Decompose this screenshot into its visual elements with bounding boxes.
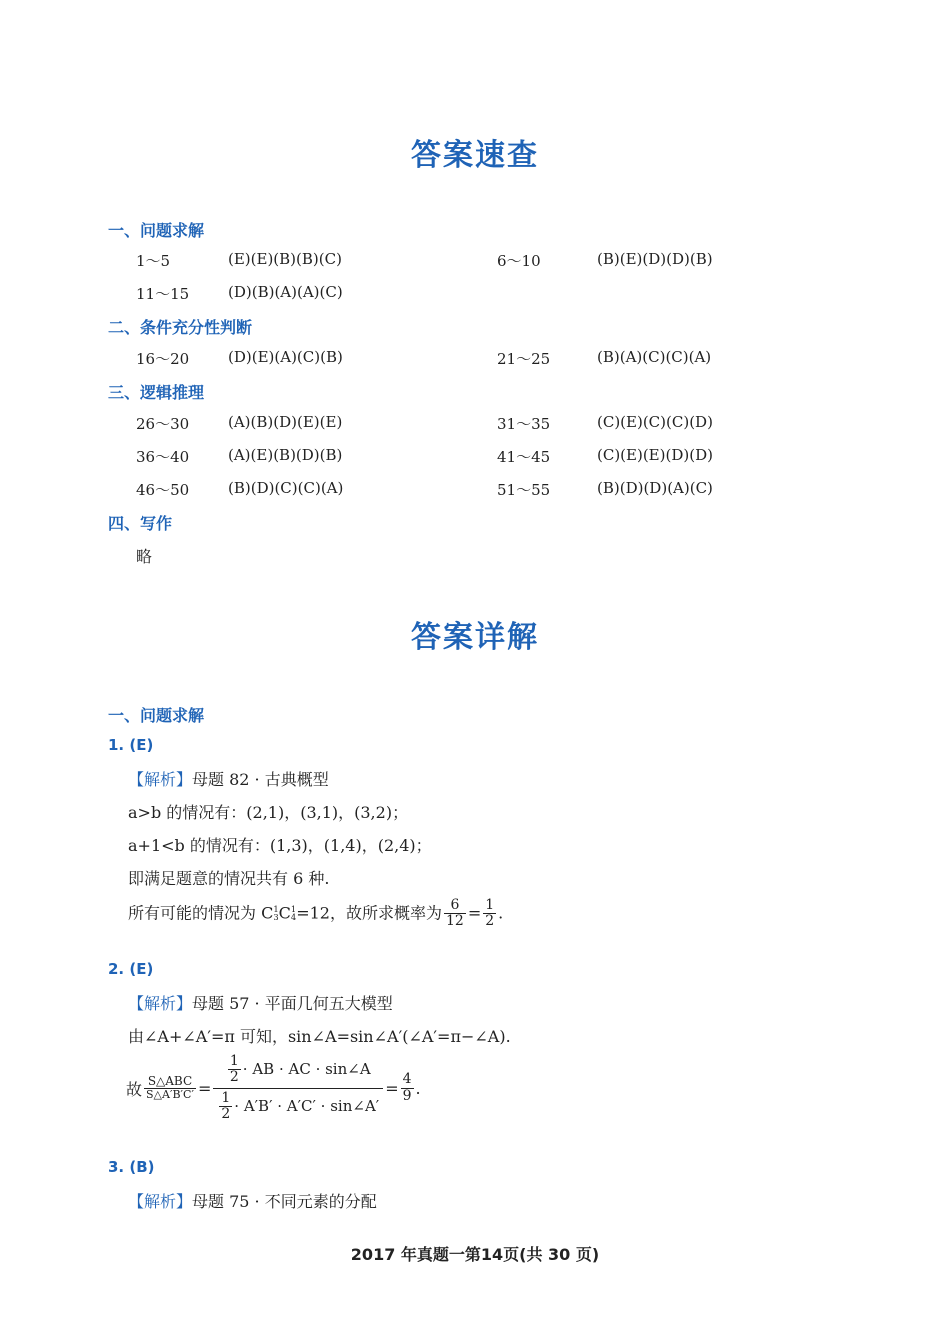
analysis-tag: 【解析】 (128, 1192, 193, 1211)
question-number: 2. (E) (108, 960, 154, 978)
range-label: 11～15 (136, 285, 190, 303)
answer-row: (C)(E)(C)(C)(D) (597, 413, 713, 431)
subscript: 3 (273, 911, 279, 922)
solution-line: a+1<b 的情况有：(1,3)，(1,4)，(2,4)； (128, 836, 432, 855)
superscript: 1 (273, 904, 279, 915)
analysis-tag: 【解析】 (128, 770, 193, 789)
numerator: 1 (229, 1053, 239, 1069)
numerator: S△ABC (144, 1075, 196, 1089)
denominator: S△A′B′C′ (146, 1088, 194, 1102)
equals: = (385, 1078, 399, 1098)
period: . (498, 903, 504, 923)
text: · A′B′ · A′C′ · sin∠A′ (234, 1096, 380, 1115)
range-label: 6～10 (497, 252, 541, 270)
section-heading-writing: 四、写作 (108, 514, 173, 533)
section-heading-logic: 三、逻辑推理 (108, 383, 205, 402)
big-denominator (213, 1089, 383, 1123)
answer-row: (A)(E)(B)(D)(B) (228, 446, 343, 464)
range-label: 36～40 (136, 448, 190, 466)
big-fraction (213, 1054, 383, 1123)
equals: = (197, 1078, 212, 1098)
numerator: 4 (402, 1071, 412, 1088)
answer-row: (B)(D)(D)(A)(C) (597, 479, 713, 497)
period: . (415, 1078, 421, 1098)
analysis-line (128, 767, 329, 790)
quick-answer-title: 答案速查 (411, 138, 539, 173)
question-number: 1. (E) (108, 736, 154, 754)
text: 所有可能的情况为 C (128, 903, 274, 923)
solution-line: a>b 的情况有：(2,1)，(3,1)，(3,2)； (128, 803, 409, 822)
numerator: 1 (485, 897, 495, 913)
area-fraction (144, 1075, 196, 1101)
text: =12，故所求概率为 (296, 903, 442, 923)
solution-line: 即满足题意的情况共有 6 种. (128, 869, 330, 888)
analysis-source: 母题 82 · 古典概型 (192, 770, 329, 789)
page-footer: 2017 年真题一第14页(共 30 页) (350, 1245, 600, 1264)
answer-row: (D)(B)(A)(A)(C) (228, 283, 343, 301)
range-label: 31～35 (497, 415, 551, 433)
fraction (219, 1091, 232, 1123)
analysis-source: 母题 75 · 不同元素的分配 (192, 1192, 377, 1211)
analysis-tag: 【解析】 (128, 994, 193, 1013)
answer-row: (B)(D)(C)(C)(A) (228, 479, 344, 497)
solution-line-probability (128, 898, 503, 930)
solution-line: 由∠A+∠A′=π 可知，sin∠A=sin∠A′(∠A′=π−∠A). (128, 1027, 511, 1046)
writing-answer: 略 (136, 547, 153, 566)
numerator: 1 (221, 1089, 231, 1106)
numerator: 6 (444, 898, 466, 914)
section-heading-problem-solving: 一、问题求解 (108, 221, 205, 240)
range-label: 51～55 (497, 481, 551, 499)
answer-row: (A)(B)(D)(E)(E) (228, 413, 343, 431)
range-label: 21～25 (497, 350, 551, 368)
denominator: 2 (485, 913, 495, 930)
range-label: 46～50 (136, 481, 190, 499)
area-ratio-formula (126, 1054, 421, 1134)
answer-row: (D)(E)(A)(C)(B) (228, 348, 343, 366)
text: C (278, 903, 291, 923)
denominator: 9 (402, 1087, 412, 1104)
analysis-source: 母题 57 · 平面几何五大模型 (192, 994, 393, 1013)
text: · AB · AC · sin∠A (242, 1059, 371, 1078)
superscript: 1 (290, 904, 297, 915)
denominator: 2 (221, 1106, 231, 1123)
equals: = (467, 903, 482, 923)
answer-row: (B)(A)(C)(C)(A) (597, 348, 712, 366)
range-label: 16～20 (136, 350, 190, 368)
fraction (444, 898, 466, 930)
answer-row: (C)(E)(E)(D)(D) (597, 446, 713, 464)
fraction (401, 1072, 414, 1104)
denominator: 2 (229, 1069, 239, 1086)
fraction (228, 1054, 241, 1086)
range-label: 1～5 (136, 252, 171, 270)
question-number: 3. (B) (108, 1158, 155, 1176)
range-label: 41～45 (497, 448, 551, 466)
analysis-line (128, 991, 393, 1014)
section-heading-sufficiency: 二、条件充分性判断 (108, 318, 253, 337)
subscript: 4 (290, 911, 297, 922)
fraction (483, 898, 496, 930)
answer-row: (B)(E)(D)(D)(B) (597, 250, 713, 268)
answer-row: (E)(E)(B)(B)(C) (228, 250, 342, 268)
range-label: 26～30 (136, 415, 190, 433)
big-numerator (213, 1054, 383, 1089)
analysis-line (128, 1189, 377, 1212)
denominator: 12 (446, 913, 464, 930)
detail-answer-title: 答案详解 (411, 620, 539, 655)
text: 故 (126, 1079, 143, 1099)
detail-section-heading: 一、问题求解 (108, 706, 205, 725)
